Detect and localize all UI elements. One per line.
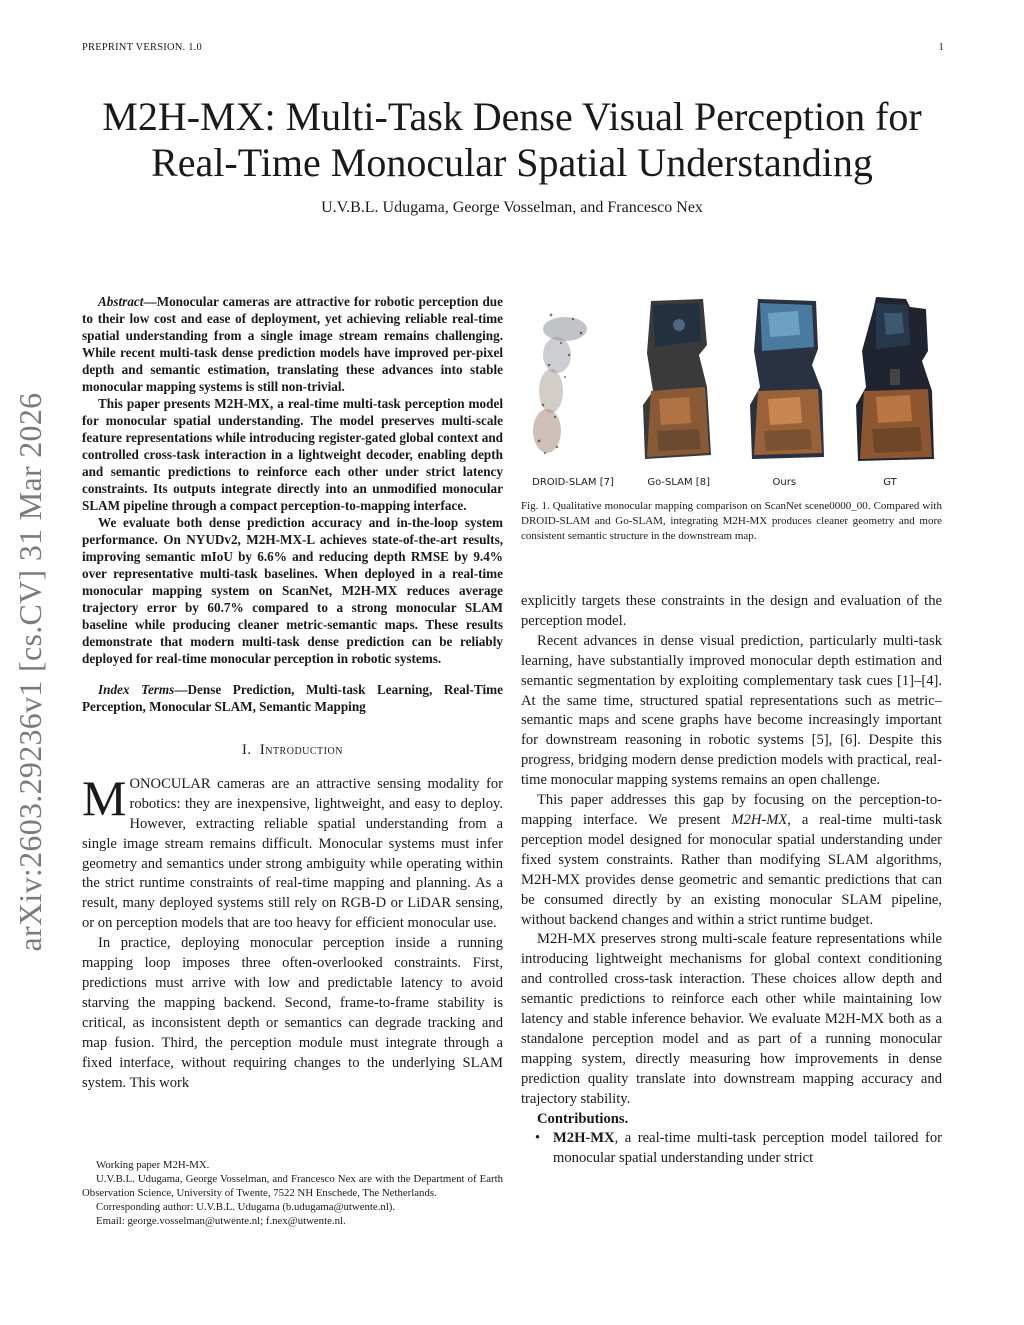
title-line-1: M2H-MX: Multi-Task Dense Visual Perception for [102,94,922,139]
footnote-working-paper: Working paper M2H-MX. [96,1159,210,1171]
figure-label-ours: Ours [772,477,797,488]
figure-label-gt: GT [883,477,897,488]
index-terms-label: Index Terms [98,682,175,697]
intro-paragraph-1: MONOCULAR cameras are an attractive sensing modality for robotics: they are inexpensive, lightweight, and easy to deploy. However, extracting reliable spatial understanding from a single image stream remains difficult. Monocular systems must infer geometry and semantics under strong ambiguity while operating within the strict runtime constraints of real-time mapping and planning. As a result, many deployed systems still rely on RGB-D or LiDAR sensing, or on perception models that are too heavy for efficient monocular use. [82,769,503,932]
droid-slam-map-image [521,295,617,463]
figure-labels [521,477,942,488]
go-slam-map-image [629,295,725,463]
author-list: U.V.B.L. Udugama, George Vosselman, and Francesco Nex [321,199,703,216]
figure-label-goslam: Go-SLAM [8] [647,477,710,488]
footnote-affiliation: U.V.B.L. Udugama, George Vosselman, and Francesco Nex are with the Department of Earth Observation Science, University of Twente, 7522 NH Enschede, The Netherlands. [82,1173,503,1199]
intro-paragraph-5: M2H-MX preserves strong multi-scale feature representations while introducing lightweight mechanisms for global context conditioning and controlled cross-task interaction. These choices allow depth and semantic predictions to reinforce each other while maintaining low latency and stable inference behavior. We evaluate M2H-MX both as a standalone perception model and as part of a running monocular mapping system, directly measuring how improvements in dense prediction quality translate into downstream mapping accuracy and trajectory stability. [521,931,942,1107]
abstract: Abstract—Monocular cameras are attractive for robotic perception due to their low cost and ease of deployment, yet achieving reliable real-time spatial understanding from a single image stream remains challenging. While recent multi-task dense prediction models have improved per-pixel depth and semantic estimation, translating these advances into stable monocular mapping systems is still non-trivial. This paper presents M2H-MX, a real-time multi-task perception model for monocular spatial understanding. The model preserves multi-scale feature representations while introducing register-gated global context and controlled cross-task interaction in a lightweight decoder, enabling depth and semantic predictions to reinforce each other under strict latency constraints. Its outputs integrate directly into an unmodified monocular SLAM pipeline through a compact perception-to-mapping interface. We evaluate both dense prediction accuracy and in-the-loop system performance. On NYUDv2, M2H-MX-L achieves state-of-the-art results, improving semantic mIoU by 6.6% and reducing depth RMSE by 9.4% over representative multi-task baselines. When deployed in a real-time monocular mapping system on ScanNet, M2H-MX reduces average trajectory error by 60.7% compared to a strong monocular SLAM baseline while producing cleaner metric-semantic maps. These results demonstrate that modern multi-task dense prediction can be reliably deployed for real-time monocular perception in robotic systems. Index Terms—Dense Prediction, Multi-task Learning, Real-Time Perception, Monocular SLAM, Semantic Mapping [82,294,503,714]
drop-cap: M [82,769,127,826]
intro-paragraph-3: Recent advances in dense visual prediction, particularly multi-task learning, have substantially improved monocular depth estimation and semantic segmentation by exploiting complementary task cues [1]–[4]. At the same time, structured spatial representations such as metric–semantic maps and scene graphs have become increasingly important for downstream reasoning in robotic systems [5], [6]. Despite this progress, bridging modern dense prediction models with practical, real-time monocular mapping systems remains an open challenge. [521,632,942,789]
intro-paragraph-2: In practice, deploying monocular perception inside a running mapping loop imposes three often-overlooked constraints. First, predictions must arrive with low and predictable latency to avoid starving the mapping backend. Second, frame-to-frame stability is critical, as inconsistent depth or semantics can degrade tracking and map fusion. Third, the perception module must integrate through a fixed interface, without requiring changes to the underlying SLAM system. This work [82,935,503,1091]
abstract-p3: We evaluate both dense prediction accuracy and in-the-loop system performance. On NYUDv2, M2H-MX-L achieves state-of-the-art results, improving semantic mIoU by 6.6% and reducing depth RMSE by 9.4% over representative multi-task baselines. When deployed in a real-time monocular mapping system on ScanNet, M2H-MX reduces average trajectory error by 60.7% compared to a strong monocular SLAM baseline while producing cleaner metric-semantic maps. These results demonstrate that modern multi-task dense prediction can be reliably deployed for real-time monocular perception in robotic systems. [82,515,503,666]
contributions-list [521,1129,942,1169]
ours-map-image [738,295,834,463]
contributions-label: Contributions. [537,1110,629,1127]
footnotes [82,1158,503,1228]
section-heading-introduction: I. Introduction [242,742,343,758]
figure-1 [521,295,942,488]
intro-continued-paragraph: explicitly targets these constraints in the design and evaluation of the perception model. [521,593,942,629]
left-column [82,293,503,1093]
running-header: PREPRINT VERSION. 1.0 [82,42,202,53]
page-number: 1 [938,42,944,53]
arxiv-identifier: arXiv:2603.29236v1 [cs.CV] 31 Mar 2026 [12,392,48,952]
footnote-corresponding: Corresponding author: U.V.B.L. Udugama (b.udugama@utwente.nl). [96,1201,396,1213]
list-item: • M2H-MX, a real-time multi-task perception model tailored for monocular spatial understanding under strict [535,1129,942,1169]
paper-title [60,94,964,186]
abstract-label: Abstract [98,294,144,309]
abstract-p2: This paper presents M2H-MX, a real-time multi-task perception model for monocular spatial understanding. The model preserves multi-scale feature representations while introducing register-gated global context and controlled cross-task interaction in a lightweight decoder, enabling depth and semantic predictions to reinforce each other under strict latency constraints. Its outputs integrate directly into an unmodified monocular SLAM pipeline through a compact perception-to-mapping interface. [82,396,503,513]
footnote-email: Email: george.vosselman@utwente.nl; f.nex@utwente.nl. [96,1215,346,1227]
index-terms-text: Dense Prediction, Multi-task Learning, Real-Time Perception, Monocular SLAM, Semantic Mapping [82,682,503,714]
figure-label-droid: DROID-SLAM [7] [532,477,614,488]
figure-caption: Fig. 1. Qualitative monocular mapping comparison on ScanNet scene0000_00. Compared with DROID-SLAM and Go-SLAM, integrating M2H-MX produces cleaner geometry and more consistent semantic structure in the downstream map. [521,500,942,542]
abstract-p1: Monocular cameras are attractive for robotic perception due to their low cost and ease of deployment, yet achieving reliable real-time spatial understanding from a single image stream remains challenging. While recent multi-task dense prediction models have improved per-pixel depth and semantic estimation, translating these advances into stable monocular mapping systems is still non-trivial. [82,294,503,394]
figure-panels [521,295,942,463]
intro-paragraph-4: This paper addresses this gap by focusing on the perception-to-mapping interface. We present M2H-MX, a real-time multi-task perception model designed for monocular spatial understanding under fixed system constraints. Rather than modifying SLAM algorithms, M2H-MX provides dense geometric and semantic predictions that can be consumed directly by an existing monocular SLAM pipeline, without backend changes and within a strict runtime budget. [521,792,942,928]
ground-truth-map-image [846,295,942,463]
title-line-2: Real-Time Monocular Spatial Understanding [151,140,873,185]
right-column [521,592,942,1169]
